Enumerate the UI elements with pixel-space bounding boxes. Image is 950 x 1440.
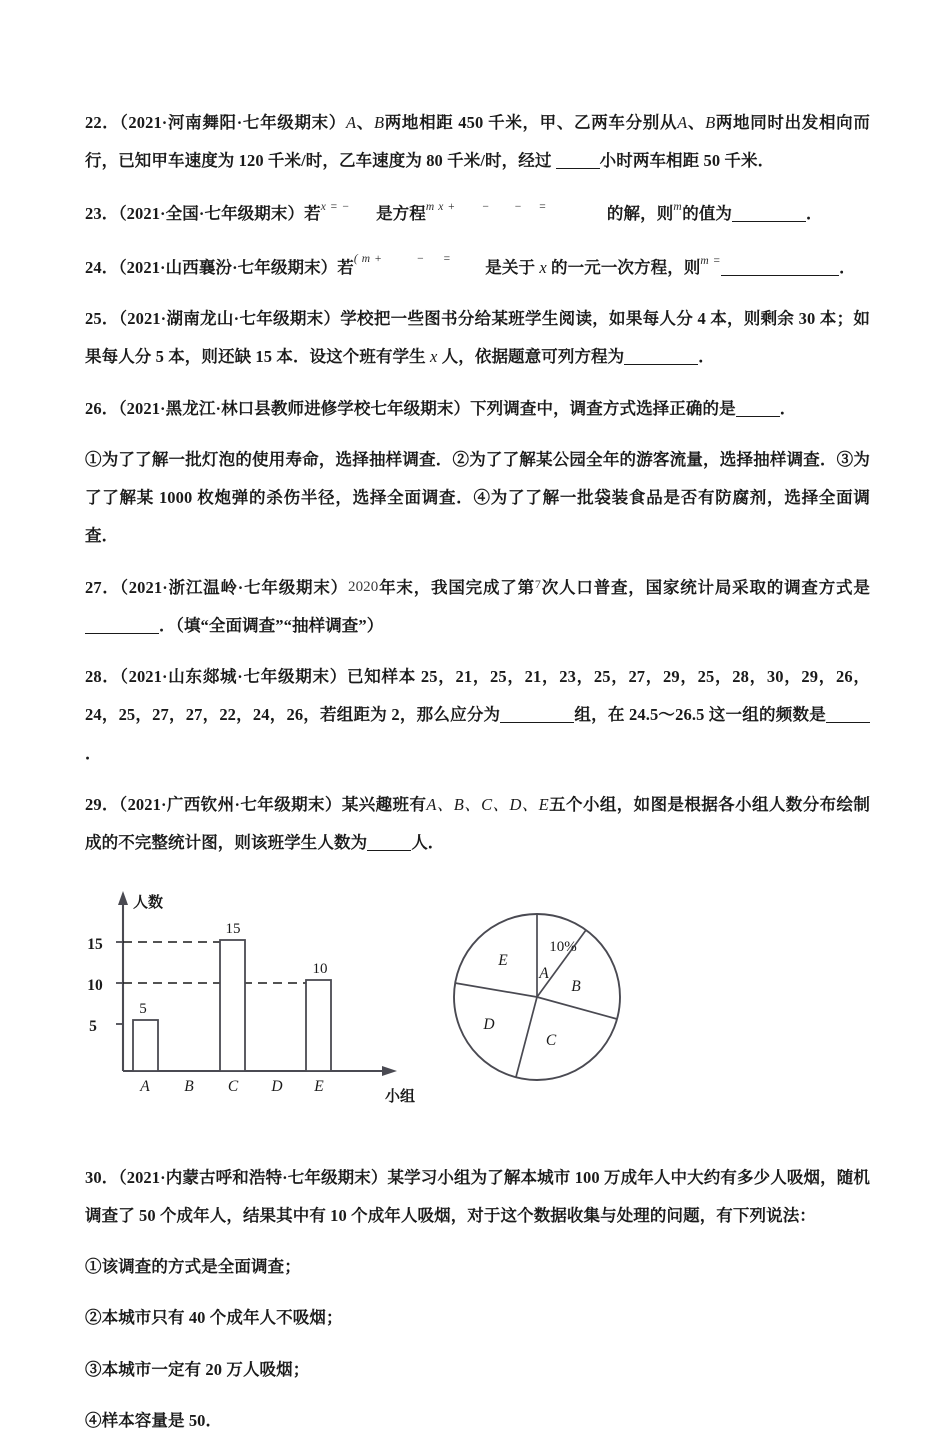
q23-math-fragment-3: − bbox=[481, 200, 491, 213]
question-source: （2021·山西襄汾·七年级期末） bbox=[118, 257, 338, 277]
question-22: 22．（2021·河南舞阳·七年级期末）A、B两地相距 450 千米，甲、乙两车分别从A、B两地同时出发相向而行，已知甲车速度为 120 千米/时，乙车速度为 80 千米/时，经过 小时两车相距 50 千米． bbox=[85, 113, 870, 171]
q30-statement-3: ③本城市一定有 20 万人吸烟； bbox=[85, 1359, 310, 1379]
question-number: 29 bbox=[85, 794, 102, 814]
question-26-options bbox=[85, 441, 870, 556]
q24-answer-blank[interactable] bbox=[721, 275, 839, 276]
q30-statement-4: ④样本容量是 50． bbox=[85, 1410, 223, 1430]
q29-line1a: 某兴趣班有 bbox=[341, 794, 427, 814]
xtick-label-E: E bbox=[314, 1077, 324, 1095]
question-number: 27 bbox=[85, 577, 102, 597]
xtick-label-D: D bbox=[271, 1077, 283, 1095]
question-source: （2021·浙江温岭·七年级期末） bbox=[119, 577, 348, 597]
statistics-figure bbox=[85, 879, 870, 1137]
xtick-label-B: B bbox=[184, 1077, 194, 1095]
point-b-label-2: B bbox=[705, 113, 716, 132]
q27-year: 2020 bbox=[347, 578, 379, 595]
q25-line2b: 人，依据题意可列方程为 bbox=[441, 347, 625, 367]
q22-line1c: 两地同时出发相向 bbox=[715, 113, 854, 132]
bar-A bbox=[133, 1020, 158, 1071]
question-source: （2021·山东郯城·七年级期末） bbox=[119, 667, 347, 687]
q28-line1: 已知样本 25，21，25，21，23，25，27，29，25，28，30，29，26， bbox=[347, 667, 870, 687]
q28-answer-blank-1[interactable] bbox=[500, 722, 574, 723]
question-24: 24．（2021·山西襄汾·七年级期末）若$^{( m +}$ − = 是关于 x 的一元一次方程，则$^{m =}$ ． bbox=[85, 252, 856, 277]
q23-math-fragment-2: m x + bbox=[425, 200, 456, 213]
question-number: 22 bbox=[85, 113, 102, 132]
question-number: 25 bbox=[85, 309, 102, 329]
q23-answer-blank[interactable] bbox=[732, 221, 806, 222]
bar-label-C: 15 bbox=[225, 920, 241, 937]
q25-line2a: 如果每人分 5 本，则还缺 15 本．设这个班有学生 bbox=[85, 309, 870, 367]
question-source: （2021·广西钦州·七年级期末） bbox=[118, 794, 342, 814]
q26-answer-blank[interactable] bbox=[736, 416, 780, 417]
q30-statement-2: ②本城市只有 40 个成年人不吸烟； bbox=[85, 1308, 343, 1328]
q27-line2b: ．（填“全面调查”“抽样调查”） bbox=[159, 615, 384, 635]
q28-line2b: 组，在 24.5～26.5 这一组的频数是 bbox=[574, 705, 826, 725]
question-29: 29．（2021·广西钦州·七年级期末）某兴趣班有A、B、C、D、E五个小组，如图是根据各小组人数分布绘制成的不完整统计图，则该班学生人数为 人． bbox=[85, 794, 871, 853]
q22-line2-end: 小时两车相距 50 千米． bbox=[599, 151, 775, 171]
q22-distance: 450 bbox=[458, 113, 484, 132]
bar-chart-ylabel: 人数 bbox=[133, 893, 164, 911]
question-number: 26 bbox=[85, 398, 102, 418]
q24-math-fragment-4: m = bbox=[700, 254, 722, 267]
q27-line2a: 是 bbox=[853, 577, 870, 597]
pie-slice-label-C: C bbox=[545, 1031, 557, 1049]
question-source: （2021·全国·七年级期末） bbox=[118, 203, 305, 223]
q29-groups: A、B、C、D、E bbox=[426, 794, 549, 814]
y-axis-arrow-icon bbox=[118, 891, 128, 905]
q29-line2a: 绘制成的不完整统计图，则该班学生人数为 bbox=[85, 794, 871, 853]
q23-tail: 的值为 bbox=[682, 203, 733, 223]
q23-math-fragment-m: m bbox=[673, 200, 683, 213]
pie-slice-label-D: D bbox=[483, 1015, 495, 1033]
q22-line1a: 两地相距 bbox=[384, 113, 454, 132]
figure-svg bbox=[85, 879, 725, 1129]
q24-mid: 是关于 bbox=[485, 257, 536, 277]
pie-slice-label-B: B bbox=[571, 977, 581, 995]
q22-answer-blank[interactable] bbox=[556, 168, 600, 169]
q27-census-number: 7 bbox=[534, 576, 542, 591]
q27-answer-blank[interactable] bbox=[85, 633, 159, 634]
q30-line2: 随机调查了 50 个成年人，结果其中有 10 个成年人吸烟，对于这个数据收集与处理的问题，有下列说法： bbox=[85, 1167, 870, 1225]
q22-line2: 而行，已知甲车速度为 120 千米/时，乙车速度为 80 千米/时，经过 bbox=[85, 113, 870, 171]
q24-pre: 若 bbox=[337, 257, 354, 277]
question-23: 23．（2021·全国·七年级期末）若$^{x = -}$ 是方程$^{m x +}$ − − = 的解，则$^m$的值为 ． bbox=[85, 200, 823, 223]
bar-E bbox=[306, 980, 331, 1071]
q23-math-fragment-1: x = − bbox=[320, 200, 351, 213]
pie-slice-label-A: A bbox=[539, 964, 549, 982]
question-28: 28．（2021·山东郯城·七年级期末）已知样本 25，21，25，21，23，25，27，29，25，28，30，29，26，24，25，27，27，22，24，26，若组距为 2，那么应分为 组，在 24.5～26.5 这一组的频数是． bbox=[85, 667, 870, 763]
q23-math-fragment-5: = bbox=[538, 200, 547, 213]
q25-variable: x bbox=[429, 347, 438, 367]
pie-chart bbox=[454, 914, 620, 1080]
ytick-label-5: 5 bbox=[89, 1017, 97, 1035]
xtick-label-A: A bbox=[140, 1077, 150, 1095]
q26-body-line3: 查． bbox=[85, 526, 119, 546]
q22-line1b: 千米，甲、乙两车分别从 bbox=[488, 113, 678, 132]
q30-statement-1: ①该调查的方式是全面调查； bbox=[85, 1257, 301, 1277]
q25-line1: 学校把一些图书分给某班学生阅读，如果每人分 4 本，则剩余 30 本； bbox=[340, 309, 854, 329]
pie-slice-label-E: E bbox=[498, 951, 508, 969]
question-source: （2021·黑龙江·林口县教师进修学校七年级期末） bbox=[118, 398, 471, 418]
question-source: （2021·河南舞阳·七年级期末） bbox=[119, 113, 346, 132]
q28-line2c: ． bbox=[85, 743, 102, 763]
point-a-label-2: A bbox=[677, 113, 688, 132]
question-26: 26．（2021·黑龙江·林口县教师进修学校七年级期末）下列调查中，调查方式选择正确的是 ． bbox=[85, 398, 797, 418]
q27-line1b: 次人口普查，国家统计局采取的调查方式 bbox=[541, 577, 854, 597]
question-number: 23 bbox=[85, 203, 102, 223]
point-a-label: A bbox=[346, 113, 357, 132]
bar-chart-xlabel: 小组 bbox=[385, 1087, 416, 1105]
q23-pre: 若 bbox=[304, 203, 321, 223]
q23-math-fragment-4: − bbox=[514, 200, 523, 213]
q26-body-line2: 为了了解某 1000 枚炮弹的杀伤半径，选择全面调查．④为了了解一批袋装食品是否有防腐剂，选择全面调 bbox=[85, 449, 870, 508]
point-b-label: B bbox=[373, 113, 385, 132]
question-source: （2021·内蒙古呼和浩特·七年级期末） bbox=[118, 1167, 388, 1187]
q26-body-line1: ①为了了解一批灯泡的使用寿命，选择抽样调查．②为了了解某公园全年的游客流量，选择抽样调查．③ bbox=[85, 449, 854, 469]
bar-label-A: 5 bbox=[139, 1000, 147, 1017]
x-axis-arrow-icon bbox=[382, 1066, 397, 1076]
question-number: 30 bbox=[85, 1167, 102, 1187]
question-number: 24 bbox=[85, 257, 102, 277]
q24-math-fragment-1: ( m + bbox=[353, 252, 383, 265]
question-source: （2021·湖南龙山·七年级期末） bbox=[118, 309, 341, 329]
question-27: 27．（2021·浙江温岭·七年级期末）2020年末，我国完成了第$^7$次人口普查，国家统计局采取的调查方式是．（填“全面调查”“抽样调查”） bbox=[85, 576, 870, 635]
bar-label-E: 10 bbox=[312, 960, 328, 977]
question-25: 25．（2021·湖南龙山·七年级期末）学校把一些图书分给某班学生阅读，如果每人分 4 本，则剩余 30 本；如果每人分 5 本，则还缺 15 本．设这个班有学生 x 人，依据题意可列方程为 ． bbox=[85, 309, 870, 367]
question-30: 30．（2021·内蒙古呼和浩特·七年级期末）某学习小组为了解本城市 100 万成年人中大约有多少人吸烟，随机调查了 50 个成年人，结果其中有 10 个成年人吸烟，对于这个数据收集与处理的问题，有下列说法： bbox=[85, 1167, 870, 1225]
q24-math-fragment-2: − bbox=[416, 252, 425, 265]
question-number: 28 bbox=[85, 667, 102, 687]
xtick-label-C: C bbox=[227, 1077, 239, 1095]
q29-line2b: 人． bbox=[411, 833, 445, 853]
q26-stem: 下列调查中，调查方式选择正确的是 bbox=[470, 398, 736, 418]
q24-math-fragment-3: = bbox=[442, 252, 452, 265]
bar-C bbox=[220, 940, 245, 1071]
ytick-label-15: 15 bbox=[87, 935, 103, 953]
q24-variable: x bbox=[539, 257, 547, 277]
bar-chart bbox=[87, 891, 415, 1105]
q24-post: 的一元一次方程，则 bbox=[551, 257, 701, 277]
q29-line1b: 五个小组，如图是根据各小组人数分布 bbox=[548, 794, 837, 814]
q28-line2a: 24，25，27，27，22，24，26，若组距为 2，那么应分为 bbox=[85, 705, 501, 725]
q25-answer-blank[interactable] bbox=[624, 364, 698, 365]
pie-slice-label-percent-A: 10% bbox=[549, 938, 577, 955]
q23-post: 的解，则 bbox=[606, 203, 674, 223]
q27-line1a: 年末，我国完成了第 bbox=[378, 577, 535, 597]
ytick-label-10: 10 bbox=[87, 976, 103, 994]
q29-answer-blank[interactable] bbox=[367, 850, 411, 851]
q23-mid: 是方程 bbox=[376, 203, 426, 223]
q28-answer-blank-2[interactable] bbox=[826, 722, 870, 723]
q30-line1: 某学习小组为了解本城市 100 万成年人中大约有多少人吸烟， bbox=[387, 1167, 837, 1187]
